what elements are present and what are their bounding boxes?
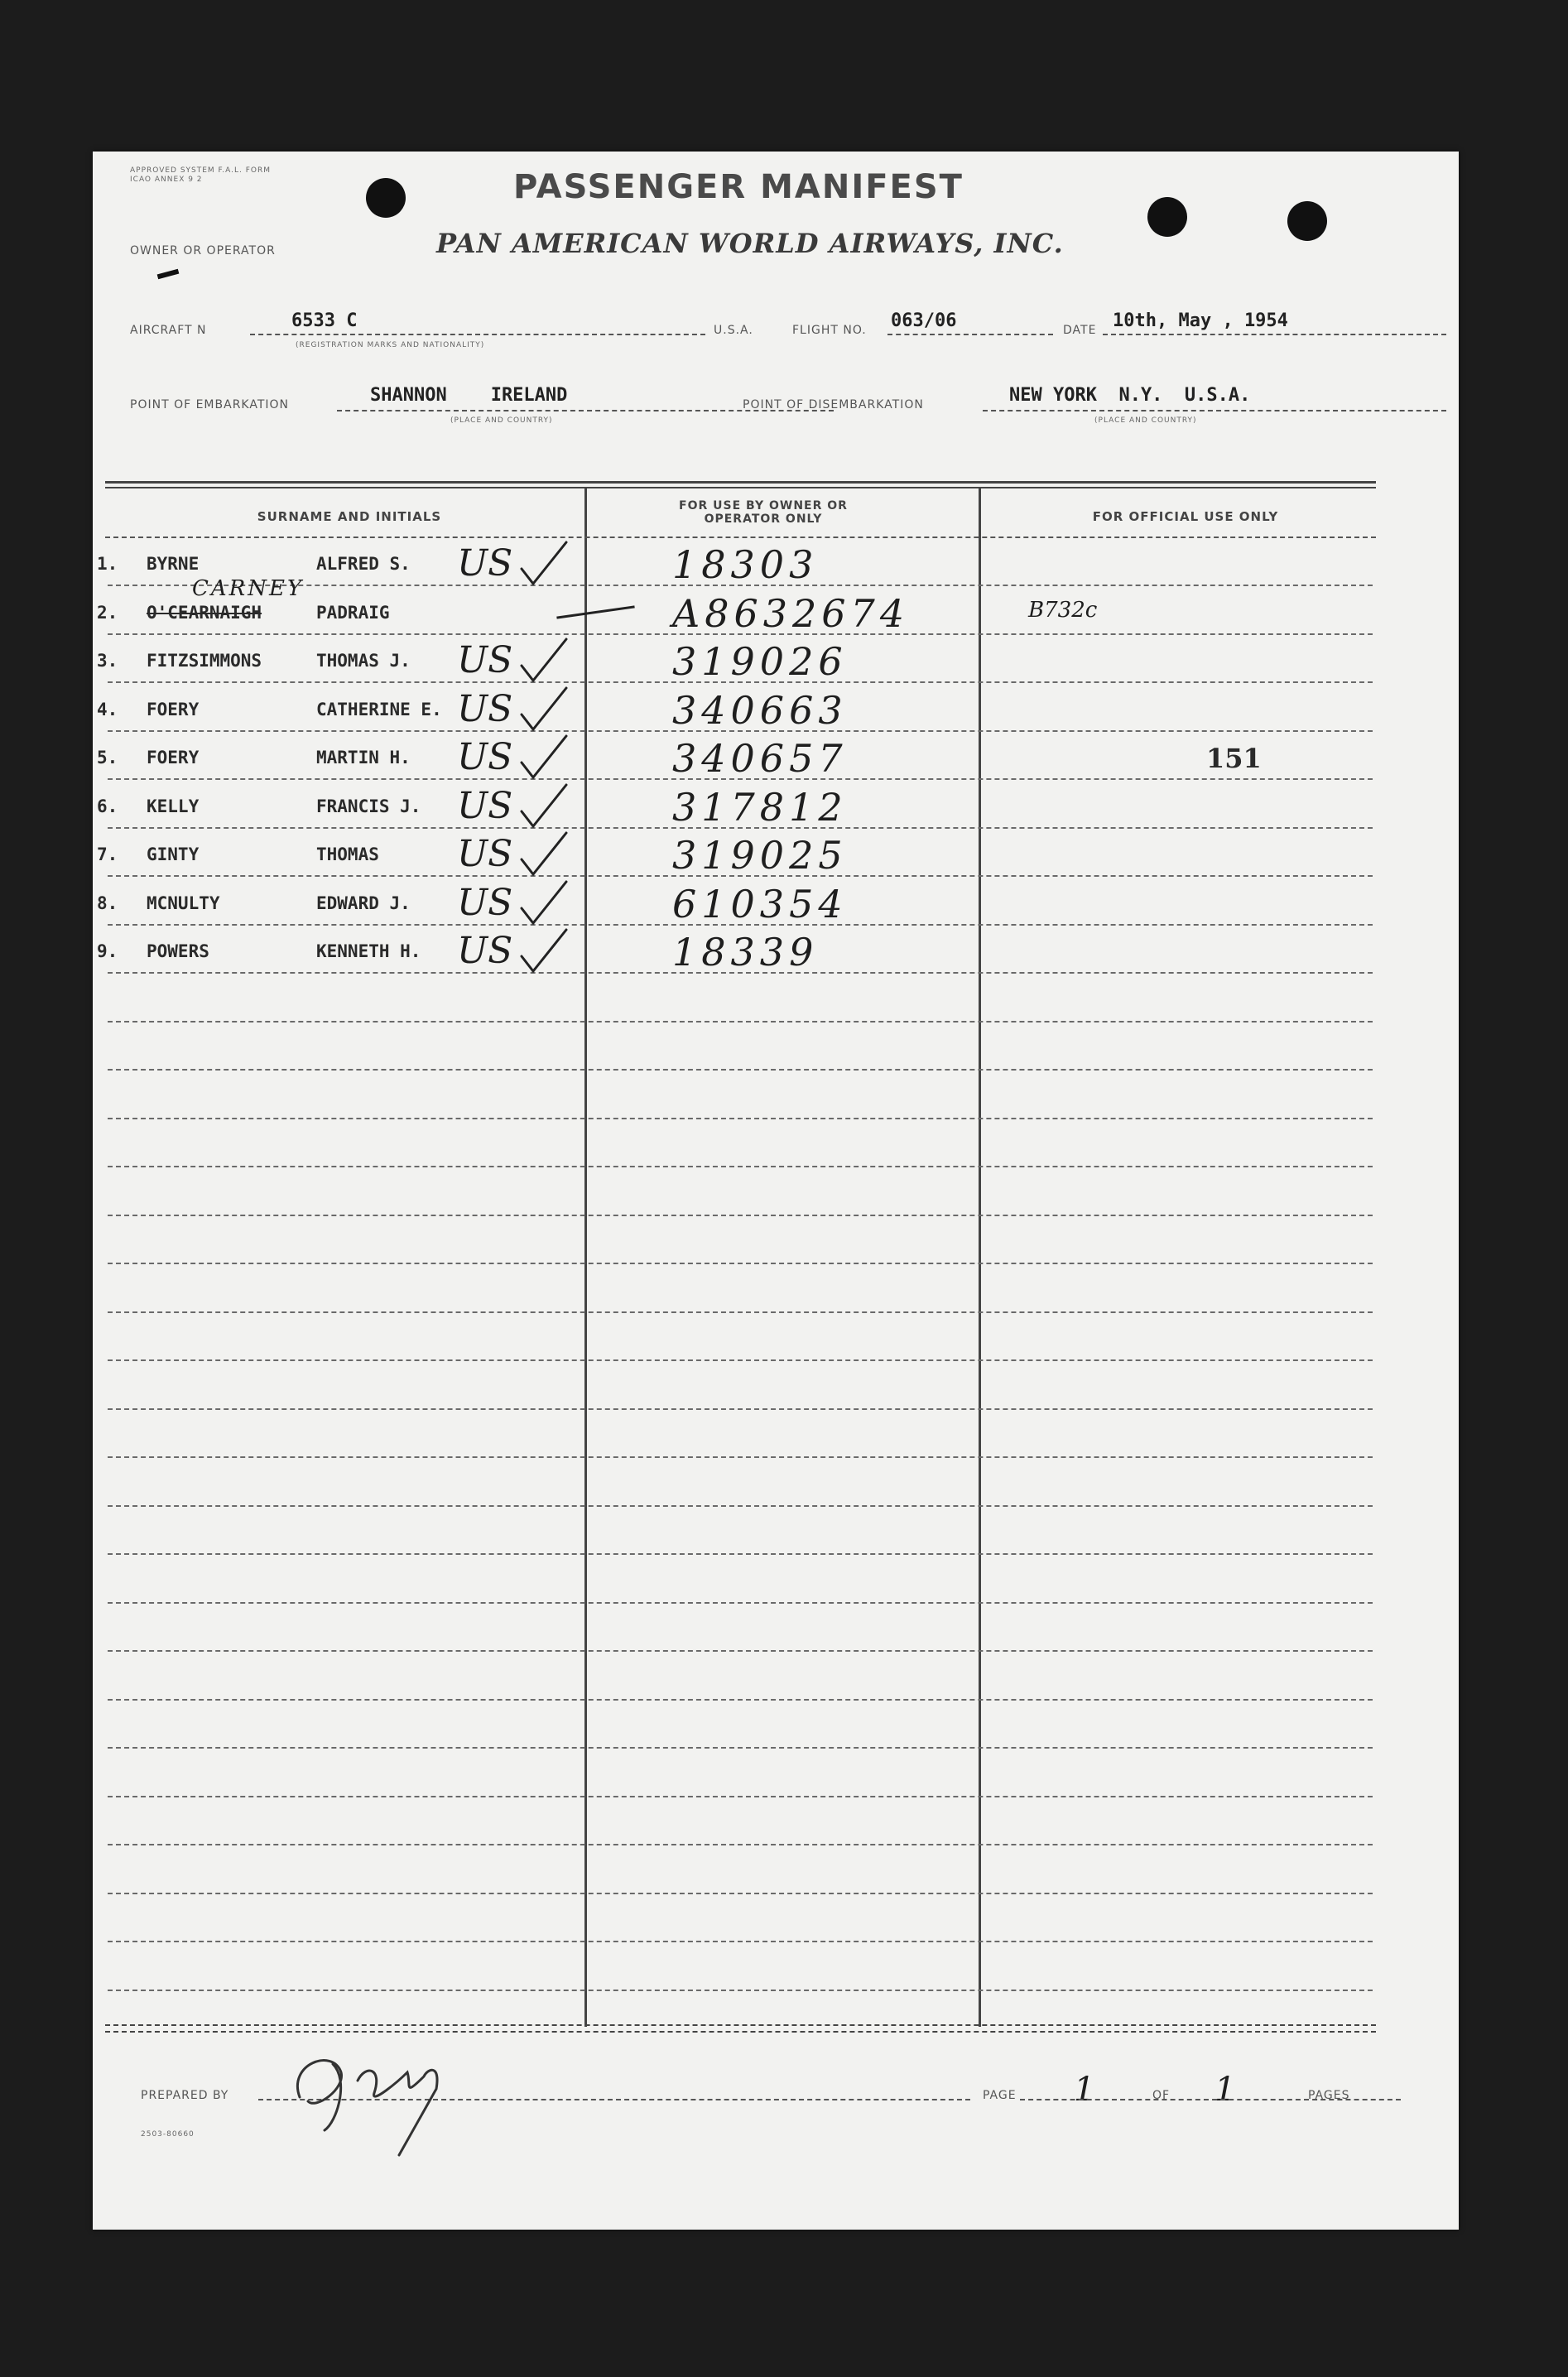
form-code: 2503-80660	[141, 2130, 195, 2139]
table-bottom-rule-1	[105, 2024, 1376, 2026]
aircraft-label: AIRCRAFT N	[130, 324, 207, 337]
row-number: 3.	[97, 651, 118, 671]
usa-label: U.S.A.	[714, 324, 753, 337]
approved-note: APPROVED SYSTEM F.A.L. FORM ICAO ANNEX 9 2	[130, 166, 272, 184]
table-top-rule-2	[105, 487, 1376, 488]
col-header-owner: FOR USE BY OWNER OR OPERATOR ONLY	[679, 499, 848, 526]
pages-label: PAGES	[1308, 2089, 1350, 2102]
passenger-surname: FOERY	[147, 699, 200, 719]
flight-label: FLIGHT NO.	[792, 324, 867, 337]
row-line	[108, 1747, 1373, 1749]
row-number: 8.	[97, 893, 118, 913]
document-number: 317812	[672, 784, 848, 830]
disembark-label: POINT OF DISEMBARKATION	[743, 398, 924, 411]
row-line	[108, 1166, 1373, 1167]
row-line	[108, 1311, 1373, 1313]
nationality-mark: US	[457, 881, 513, 924]
row-line	[108, 1505, 1373, 1507]
passenger-surname: FITZSIMMONS	[147, 651, 262, 671]
row-number: 4.	[97, 699, 118, 719]
row-line	[108, 1796, 1373, 1797]
header-bottom-rule	[105, 537, 1376, 538]
punch-hole-left	[366, 178, 406, 218]
document-number: 319026	[672, 639, 848, 684]
passenger-given-names: MARTIN H.	[316, 748, 411, 767]
row-line	[108, 1602, 1373, 1604]
row-line	[108, 1553, 1373, 1555]
punch-hole-center	[1147, 197, 1187, 237]
prepared-label: PREPARED BY	[141, 2089, 229, 2102]
disembark-underline	[983, 410, 1446, 411]
of-label: OF	[1152, 2089, 1171, 2102]
row-line	[108, 1456, 1373, 1458]
punch-hole-right	[1287, 201, 1327, 241]
row-number: 1.	[97, 554, 118, 574]
passenger-surname: O'CEARNAIGH	[147, 602, 262, 623]
passenger-surname: BYRNE	[147, 554, 200, 574]
passenger-surname: POWERS	[147, 941, 209, 961]
pen-mark	[157, 269, 180, 280]
passenger-given-names: THOMAS J.	[316, 651, 411, 671]
row-line	[108, 1359, 1373, 1361]
document-number: A8632674	[672, 590, 910, 636]
passenger-given-names: CATHERINE E.	[316, 699, 442, 719]
embark-sub: (PLACE AND COUNTRY)	[450, 416, 553, 425]
surname-correction: CARNEY	[192, 575, 305, 601]
passenger-given-names: THOMAS	[316, 844, 379, 864]
aircraft-value: 6533 C	[291, 310, 358, 331]
document-number: 340663	[672, 687, 848, 733]
row-line	[108, 1893, 1373, 1894]
date-value: 10th, May , 1954	[1113, 310, 1288, 331]
nationality-mark: US	[457, 930, 513, 972]
nationality-mark: US	[457, 833, 513, 875]
dash-mark	[556, 605, 634, 618]
form-title: PASSENGER MANIFEST	[513, 168, 964, 206]
page-value: 1	[1074, 2071, 1095, 2109]
disembark-value: NEW YORK N.Y. U.S.A.	[1009, 385, 1251, 406]
row-line	[108, 1941, 1373, 1942]
passenger-given-names: ALFRED S.	[316, 554, 411, 574]
date-label: DATE	[1063, 324, 1097, 337]
row-line	[108, 1699, 1373, 1701]
date-underline	[1103, 334, 1446, 335]
col-header-official: FOR OFFICIAL USE ONLY	[1092, 509, 1279, 524]
of-value: 1	[1214, 2071, 1236, 2109]
nationality-mark: US	[457, 736, 513, 778]
passenger-given-names: FRANCIS J.	[316, 796, 421, 816]
row-line	[108, 1021, 1373, 1022]
row-number: 9.	[97, 941, 118, 961]
row-number: 5.	[97, 748, 118, 767]
passenger-surname: KELLY	[147, 796, 200, 816]
row-line	[108, 1215, 1373, 1216]
signature	[283, 2031, 474, 2163]
table-top-rule-1	[105, 481, 1376, 484]
nationality-mark: US	[457, 639, 513, 681]
row-number: 6.	[97, 796, 118, 816]
row-line	[108, 1990, 1373, 1991]
nationality-mark: US	[457, 687, 513, 730]
row-line	[108, 1650, 1373, 1652]
check-mark-icon	[515, 923, 573, 981]
document-number: 610354	[672, 881, 848, 926]
official-note: B732c	[1028, 597, 1098, 623]
page-label: PAGE	[983, 2089, 1017, 2102]
nationality-mark: US	[457, 542, 513, 585]
document-number: 340657	[672, 736, 848, 781]
row-line	[108, 1408, 1373, 1410]
passenger-given-names: PADRAIG	[316, 602, 390, 623]
aircraft-underline	[250, 334, 705, 335]
embark-label: POINT OF EMBARKATION	[130, 398, 290, 411]
row-line	[108, 1844, 1373, 1845]
disembark-sub: (PLACE AND COUNTRY)	[1094, 416, 1197, 425]
flight-underline	[887, 334, 1053, 335]
row-number: 2.	[97, 602, 118, 623]
embark-value: SHANNON IRELAND	[370, 385, 568, 406]
flight-value: 063/06	[891, 310, 957, 331]
check-mark-icon	[515, 536, 573, 594]
manifest-page	[93, 152, 1459, 2230]
document-number: 18339	[672, 930, 819, 974]
passenger-surname: GINTY	[147, 844, 200, 864]
row-line	[108, 1263, 1373, 1264]
row-line	[108, 1118, 1373, 1119]
row-line	[108, 1069, 1373, 1071]
owner-label: OWNER OR OPERATOR	[130, 244, 276, 257]
passenger-given-names: EDWARD J.	[316, 893, 411, 913]
passenger-surname: MCNULTY	[147, 893, 220, 913]
aircraft-sub: (REGISTRATION MARKS AND NATIONALITY)	[296, 341, 485, 349]
official-note: 151	[1206, 743, 1262, 774]
document-number: 18303	[672, 542, 819, 587]
passenger-given-names: KENNETH H.	[316, 941, 421, 961]
document-number: 319025	[672, 833, 848, 878]
col-header-names: SURNAME AND INITIALS	[257, 509, 442, 524]
row-number: 7.	[97, 844, 118, 864]
operator-name: PAN AMERICAN WORLD AIRWAYS, INC.	[436, 228, 1064, 259]
nationality-mark: US	[457, 784, 513, 827]
passenger-surname: FOERY	[147, 748, 200, 767]
